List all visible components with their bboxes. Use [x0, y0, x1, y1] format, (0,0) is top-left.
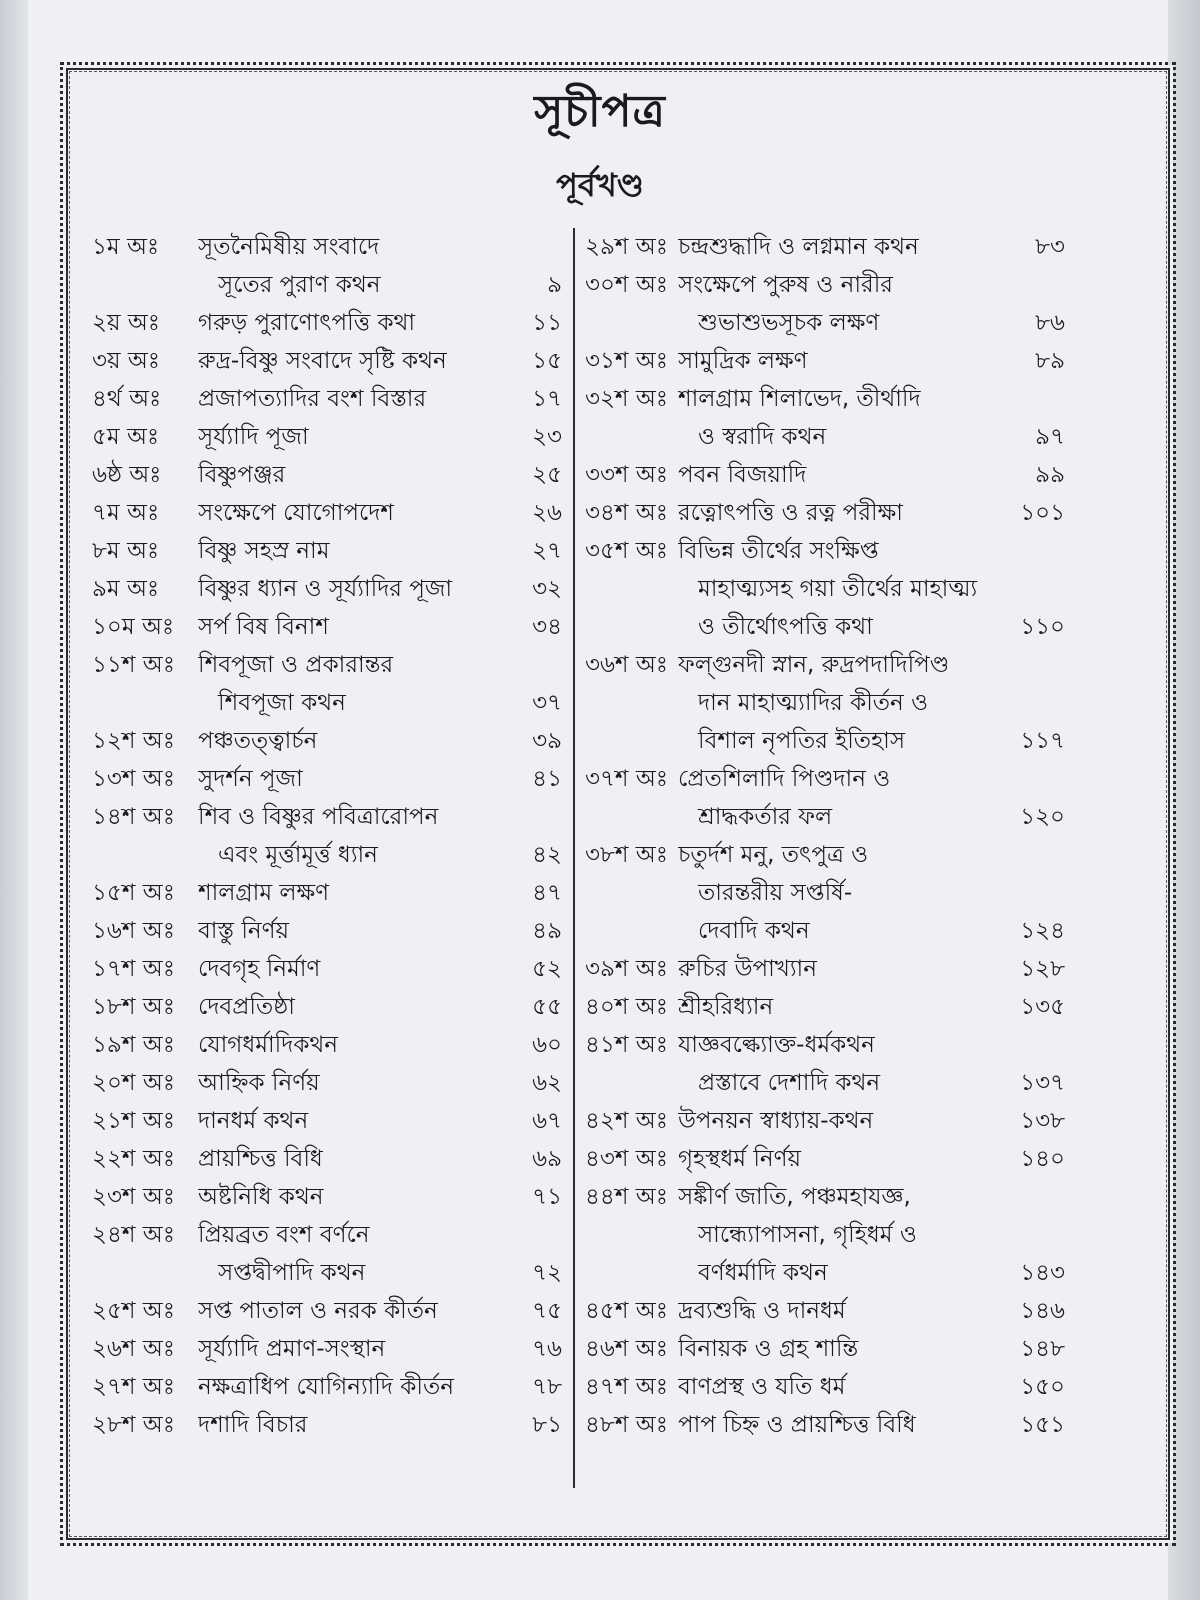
toc-entry-line [92, 532, 562, 570]
chapter-title: দ্রব্যশুদ্ধি ও দানধর্ম [677, 1298, 846, 1324]
chapter-title: বিষ্ণু সহস্র নাম [198, 538, 330, 564]
toc-entry-line [585, 1102, 1065, 1140]
toc-entry-line [585, 950, 1065, 988]
page-number: ১৩৫ [1020, 994, 1065, 1020]
chapter-title: যোগধর্মাদিকথন [198, 1032, 339, 1058]
toc-entry-continuation [585, 1254, 1065, 1292]
toc-entry-line [585, 988, 1065, 1026]
page-number: ৮১ [532, 1412, 562, 1438]
chapter-title: সুদর্শন পূজা [198, 766, 303, 792]
chapter-title: বিষ্ণুর ধ্যান ও সূর্য্যাদির পূজা [198, 576, 453, 602]
toc-entry [92, 1406, 562, 1444]
page-number: ১১৭ [1020, 728, 1065, 754]
chapter-title: বাস্তু নির্ণয় [198, 918, 290, 944]
toc-entry [92, 608, 562, 646]
toc-entry-line [585, 1178, 1065, 1216]
toc-entry [585, 342, 1065, 380]
toc-entry [92, 380, 562, 418]
toc-entry-line [585, 836, 1065, 874]
toc-entry-continuation [585, 912, 1065, 950]
toc-entry-line [585, 760, 1065, 798]
page-number: ৭২ [532, 1260, 562, 1286]
chapter-number: ২য় অঃ [92, 310, 160, 336]
chapter-title: শুভাশুভসূচক লক্ষণ [698, 310, 880, 336]
toc-entry-line [92, 646, 562, 684]
page-number: ৬৭ [532, 1108, 562, 1134]
chapter-number: ১৭শ অঃ [92, 956, 175, 982]
chapter-number: ১২শ অঃ [92, 728, 175, 754]
toc-entry-continuation [585, 874, 1065, 912]
chapter-title: দেবপ্রতিষ্ঠা [198, 994, 295, 1020]
toc-entry [92, 874, 562, 912]
toc-entry [585, 532, 1065, 646]
toc-entry-line [585, 342, 1065, 380]
toc-entry [92, 494, 562, 532]
page-number: ৫৫ [532, 994, 562, 1020]
page-number: ২৩ [532, 424, 562, 450]
page-number: ৬০ [532, 1032, 562, 1058]
toc-entry [585, 1102, 1065, 1140]
chapter-number: ৪৮শ অঃ [585, 1412, 668, 1438]
chapter-number: ৪১শ অঃ [585, 1032, 668, 1058]
chapter-title: শিবপূজা কথন [218, 690, 346, 716]
chapter-title: বিনায়ক ও গ্রহ শান্তি [677, 1336, 859, 1362]
toc-entry-line [585, 456, 1065, 494]
chapter-title: চন্দ্রশুদ্ধাদি ও লগ্নমান কথন [677, 234, 919, 260]
chapter-number: ২৩শ অঃ [92, 1184, 176, 1210]
toc-entry-continuation [92, 266, 562, 304]
toc-entry-continuation [585, 722, 1065, 760]
chapter-title: দানধর্ম কথন [198, 1108, 309, 1134]
toc-entry-line [585, 1026, 1065, 1064]
toc-entry [92, 418, 562, 456]
chapter-title: নক্ষত্রাধিপ যোগিন্যাদি কীর্তন [198, 1374, 454, 1400]
page-number: ৩২ [532, 576, 562, 602]
chapter-title: সঙ্কীর্ণ জাতি, পঞ্চমহাযজ্ঞ, [677, 1184, 911, 1210]
chapter-title: সপ্ত পাতাল ও নরক কীর্তন [198, 1298, 438, 1324]
chapter-title: বিশাল নৃপতির ইতিহাস [698, 728, 906, 754]
chapter-title: তারন্তরীয় সপ্তর্ষি- [697, 880, 853, 906]
page-number: ২৬ [532, 500, 562, 526]
toc-entry-line [585, 1292, 1065, 1330]
page-number: ১০১ [1020, 500, 1065, 526]
chapter-title: দান মাহাত্ম্যাদির কীর্তন ও [698, 690, 929, 716]
toc-entry-line [92, 1216, 562, 1254]
toc-entry [92, 1102, 562, 1140]
chapter-title: সর্প বিষ বিনাশ [198, 614, 329, 640]
toc-entry [92, 1026, 562, 1064]
toc-entry-line [92, 1292, 562, 1330]
page-number: ৩৭ [532, 690, 562, 716]
chapter-title: রুচির উপাখ্যান [677, 956, 817, 982]
chapter-title: পবন বিজয়াদি [678, 462, 807, 488]
section-subtitle: পূর্বখণ্ড [556, 166, 644, 204]
toc-entry [92, 798, 562, 874]
toc-entry-line [92, 1330, 562, 1368]
chapter-title: শ্রীহরিধ্যান [677, 994, 774, 1020]
toc-entry-line [92, 1140, 562, 1178]
toc-entry-continuation [585, 570, 1065, 608]
toc-entry [92, 1064, 562, 1102]
toc-entry-line [92, 1368, 562, 1406]
page-number: ৮৯ [1035, 348, 1065, 374]
toc-entry [92, 532, 562, 570]
chapter-title: সূর্য্যাদি প্রমাণ-সংস্থান [198, 1336, 386, 1362]
chapter-number: ১৯শ অঃ [92, 1032, 175, 1058]
toc-entry [92, 988, 562, 1026]
chapter-number: ২৯শ অঃ [585, 234, 668, 260]
page-number: ১৪৬ [1020, 1298, 1065, 1324]
toc-entry-continuation [585, 1064, 1065, 1102]
chapter-title: শালগ্রাম লক্ষণ [198, 880, 330, 906]
toc-entry-line [92, 988, 562, 1026]
chapter-number: ২৭শ অঃ [92, 1374, 176, 1400]
toc-entry [585, 1292, 1065, 1330]
page-number: ১৩৭ [1020, 1070, 1065, 1096]
toc-entry-line [92, 760, 562, 798]
page-number: ১৫ [532, 348, 562, 374]
chapter-number: ৭ম অঃ [92, 500, 160, 526]
page-number: ৯৯ [1035, 462, 1065, 488]
toc-entry [585, 1330, 1065, 1368]
page-number: ৪৭ [532, 880, 562, 906]
toc-entry [585, 760, 1065, 836]
chapter-title: ও স্বরাদি কথন [698, 424, 827, 450]
page-number: ২৫ [532, 462, 562, 488]
page-number: ১২০ [1020, 804, 1065, 830]
chapter-number: ২২শ অঃ [92, 1146, 176, 1172]
chapter-title: পাপ চিহ্ন ও প্রায়শ্চিত্ত বিধি [677, 1412, 916, 1438]
toc-entry [585, 494, 1065, 532]
toc-entry [585, 228, 1065, 266]
chapter-title: চতুর্দশ মনু, তৎপুত্র ও [677, 842, 869, 868]
toc-entry-line [92, 304, 562, 342]
toc-entry-line [92, 1102, 562, 1140]
chapter-number: ৩৪শ অঃ [585, 500, 668, 526]
toc-entry-continuation [585, 608, 1065, 646]
toc-entry-line [585, 494, 1065, 532]
page-number: ১১ [532, 310, 562, 336]
toc-entry-line [92, 418, 562, 456]
page-number: ৭৮ [532, 1374, 562, 1400]
contents-right-column [585, 228, 1065, 1444]
toc-entry-line [92, 342, 562, 380]
chapter-number: ১০ম অঃ [92, 614, 175, 640]
chapter-number: ২৮শ অঃ [92, 1412, 175, 1438]
toc-entry-continuation [585, 798, 1065, 836]
chapter-title: দেবগৃহ নির্মাণ [198, 956, 321, 982]
page-number: ১৪০ [1020, 1146, 1065, 1172]
chapter-number: ৪র্থ অঃ [92, 386, 162, 412]
chapter-title: সপ্তদ্বীপাদি কথন [218, 1260, 366, 1286]
chapter-number: ৪৬শ অঃ [585, 1336, 668, 1362]
toc-entry-continuation [92, 836, 562, 874]
page-number: ৬২ [532, 1070, 562, 1096]
page-number: ১১০ [1020, 614, 1065, 640]
toc-entry [92, 950, 562, 988]
toc-entry [585, 1368, 1065, 1406]
page-number: ১৭ [532, 386, 562, 412]
chapter-number: ৪৪শ অঃ [585, 1184, 668, 1210]
toc-entry [92, 1368, 562, 1406]
toc-entry [585, 1026, 1065, 1102]
chapter-number: ৫ম অঃ [92, 424, 160, 450]
chapter-number: ৩১শ অঃ [585, 348, 668, 374]
toc-entry-continuation [585, 1216, 1065, 1254]
toc-entry [92, 912, 562, 950]
chapter-title: পঞ্চতত্ত্বার্চন [198, 728, 318, 754]
toc-entry-line [92, 228, 562, 266]
page-number: ৩৯ [532, 728, 562, 754]
toc-entry [585, 1178, 1065, 1292]
page-number: ৮৩ [1035, 234, 1065, 260]
chapter-number: ৩০শ অঃ [585, 272, 669, 298]
chapter-number: ১৬শ অঃ [92, 918, 175, 944]
chapter-number: ১৪শ অঃ [92, 804, 175, 830]
toc-entry-line [92, 874, 562, 912]
chapter-title: বিষ্ণুপঞ্জর [198, 462, 286, 488]
chapter-title: আহ্নিক নির্ণয় [198, 1070, 320, 1096]
chapter-number: ৩৩শ অঃ [585, 462, 669, 488]
page-number: ১৪৩ [1020, 1260, 1065, 1286]
chapter-title: দশাদি বিচার [198, 1412, 308, 1438]
page-number: ২৭ [532, 538, 562, 564]
chapter-title: সূতের পুরাণ কথন [218, 272, 381, 298]
page-number: ৮৬ [1035, 310, 1065, 336]
chapter-title: যাজ্ঞবল্ক্যোক্ত-ধর্মকথন [677, 1032, 875, 1058]
toc-entry [585, 1406, 1065, 1444]
chapter-title: গৃহস্থধর্ম নির্ণয় [677, 1146, 802, 1172]
toc-entry-line [92, 570, 562, 608]
chapter-number: ৩৭শ অঃ [585, 766, 669, 792]
toc-entry-line [585, 1330, 1065, 1368]
toc-entry [585, 1140, 1065, 1178]
contents-left-column [92, 228, 562, 1444]
page-number: ১৪৮ [1020, 1336, 1065, 1362]
chapter-number: ৩২শ অঃ [585, 386, 669, 412]
chapter-title: সান্ধ্যোপাসনা, গৃহিধর্ম ও [697, 1222, 917, 1248]
chapter-number: ৩৫শ অঃ [585, 538, 668, 564]
page-number: ৫২ [532, 956, 562, 982]
toc-entry-continuation [92, 684, 562, 722]
page-number: ৭৫ [532, 1298, 562, 1324]
chapter-number: ২৫শ অঃ [92, 1298, 175, 1324]
chapter-number: ১৫শ অঃ [92, 880, 175, 906]
toc-entry [585, 456, 1065, 494]
toc-entry-continuation [585, 684, 1065, 722]
chapter-title: শিবপূজা ও প্রকারান্তর [198, 652, 394, 678]
chapter-title: রত্নোৎপত্তি ও রত্ন পরীক্ষা [677, 500, 903, 526]
chapter-number: ২৪শ অঃ [92, 1222, 175, 1248]
toc-entry-line [92, 722, 562, 760]
chapter-number: ১ম অঃ [92, 234, 160, 260]
chapter-number: ৪৩শ অঃ [585, 1146, 668, 1172]
chapter-title: বাণপ্রস্থ ও যতি ধর্ম [677, 1374, 846, 1400]
chapter-number: ৩য় অঃ [92, 348, 160, 374]
chapter-title: প্রায়শ্চিত্ত বিধি [198, 1146, 323, 1172]
page-number: ৭৬ [532, 1336, 562, 1362]
toc-entry [92, 342, 562, 380]
column-divider [573, 228, 575, 1488]
page-number: ৪১ [532, 766, 562, 792]
toc-entry-line [585, 1368, 1065, 1406]
chapter-number: ২০শ অঃ [92, 1070, 176, 1096]
toc-entry-line [585, 228, 1065, 266]
chapter-number: ৪৭শ অঃ [585, 1374, 668, 1400]
toc-entry [585, 266, 1065, 342]
chapter-title: দেবাদি কথন [697, 918, 810, 944]
chapter-number: ২১শ অঃ [92, 1108, 175, 1134]
toc-entry [92, 1178, 562, 1216]
chapter-title: ফল্গুনদী স্নান, রুদ্রপদাদিপিণ্ড [678, 652, 950, 678]
page-number: ৬৯ [532, 1146, 562, 1172]
chapter-title: সংক্ষেপে যোগোপদেশ [198, 500, 394, 526]
chapter-number: ৬ষ্ঠ অঃ [92, 462, 162, 488]
page-title: সূচীপত্র [534, 86, 666, 137]
chapter-number: ৩৯শ অঃ [585, 956, 668, 982]
toc-entry [92, 570, 562, 608]
toc-entry-line [92, 950, 562, 988]
toc-entry [92, 1216, 562, 1292]
chapter-title: সামুদ্রিক লক্ষণ [677, 348, 808, 374]
page-number: ৩৪ [532, 614, 562, 640]
toc-entry [92, 1292, 562, 1330]
toc-entry-line [92, 1178, 562, 1216]
chapter-title: প্রজাপত্যাদির বংশ বিস্তার [198, 386, 427, 412]
chapter-title: সংক্ষেপে পুরুষ ও নারীর [678, 272, 893, 298]
page-number: ১২৪ [1020, 918, 1065, 944]
toc-entry-line [585, 266, 1065, 304]
chapter-number: ২৬শ অঃ [92, 1336, 176, 1362]
page-number: ১২৮ [1020, 956, 1065, 982]
chapter-title: অষ্টনিধি কথন [198, 1184, 324, 1210]
toc-entry-line [92, 1026, 562, 1064]
toc-entry [92, 760, 562, 798]
toc-entry-continuation [585, 418, 1065, 456]
toc-entry [92, 1140, 562, 1178]
toc-entry [92, 722, 562, 760]
toc-entry-line [585, 1406, 1065, 1444]
toc-entry-continuation [585, 304, 1065, 342]
page-number: ৭১ [532, 1184, 562, 1210]
chapter-number: ৯ম অঃ [92, 576, 160, 602]
chapter-number: ১১শ অঃ [92, 652, 175, 678]
toc-entry [585, 950, 1065, 988]
toc-entry-line [585, 532, 1065, 570]
chapter-title: শ্রাদ্ধকর্তার ফল [698, 804, 833, 830]
page-number: ১৫০ [1020, 1374, 1065, 1400]
toc-entry-line [92, 608, 562, 646]
toc-entry [585, 988, 1065, 1026]
chapter-title: এবং মূর্ত্তামূর্ত্ত ধ্যান [218, 842, 378, 868]
chapter-number: ৮ম অঃ [92, 538, 160, 564]
chapter-title: রুদ্র-বিষ্ণু সংবাদে সৃষ্টি কথন [198, 348, 447, 374]
toc-entry [92, 646, 562, 722]
chapter-title: সূর্য্যাদি পূজা [198, 424, 309, 450]
chapter-title: গরুড় পুরাণোৎপত্তি কথা [198, 310, 416, 336]
toc-entry [585, 380, 1065, 456]
chapter-number: ১৩শ অঃ [92, 766, 175, 792]
page-number: ৯ [547, 272, 562, 298]
chapter-title: প্রিয়ব্রত বংশ বর্ণনে [198, 1222, 370, 1248]
toc-entry [585, 836, 1065, 950]
toc-entry-line [92, 494, 562, 532]
chapter-title: বর্ণধর্মাদি কথন [697, 1260, 828, 1286]
toc-entry-line [92, 798, 562, 836]
chapter-title: মাহাত্ম্যসহ গয়া তীর্থের মাহাত্ম্য [697, 576, 978, 602]
toc-entry-line [585, 1140, 1065, 1178]
toc-entry-line [585, 380, 1065, 418]
toc-entry [92, 456, 562, 494]
chapter-number: ৪৫শ অঃ [585, 1298, 668, 1324]
toc-entry [92, 228, 562, 304]
toc-entry-line [585, 646, 1065, 684]
page-number: ১৩৮ [1020, 1108, 1065, 1134]
toc-entry-line [92, 380, 562, 418]
chapter-title: প্রেতশিলাদি পিণ্ডদান ও [678, 766, 891, 792]
page-number: ৯৭ [1035, 424, 1065, 450]
chapter-number: ১৮শ অঃ [92, 994, 175, 1020]
page-number: ১৫১ [1020, 1412, 1065, 1438]
toc-entry [92, 1330, 562, 1368]
toc-entry [92, 304, 562, 342]
toc-entry-line [92, 912, 562, 950]
chapter-title: প্রস্তাবে দেশাদি কথন [697, 1070, 881, 1096]
chapter-title: সূতনৈমিষীয় সংবাদে [198, 234, 380, 260]
toc-entry [585, 646, 1065, 760]
chapter-title: বিভিন্ন তীর্থের সংক্ষিপ্ত [677, 538, 879, 564]
page-number: ৪২ [532, 842, 562, 868]
page-number: ৪৯ [532, 918, 562, 944]
toc-entry-line [92, 456, 562, 494]
toc-entry-continuation [92, 1254, 562, 1292]
chapter-title: শালগ্রাম শিলাভেদ, তীর্থাদি [678, 386, 921, 412]
chapter-title: ও তীর্থোৎপত্তি কথা [697, 614, 873, 640]
toc-entry-line [92, 1064, 562, 1102]
chapter-title: শিব ও বিষ্ণুর পবিত্রারোপন [198, 804, 439, 830]
chapter-title: উপনয়ন স্বাধ্যায়-কথন [677, 1108, 874, 1134]
chapter-number: ৩৮শ অঃ [585, 842, 668, 868]
toc-entry-line [92, 1406, 562, 1444]
chapter-number: ৪০শ অঃ [585, 994, 668, 1020]
chapter-number: ৩৬শ অঃ [585, 652, 669, 678]
chapter-number: ৪২শ অঃ [585, 1108, 668, 1134]
